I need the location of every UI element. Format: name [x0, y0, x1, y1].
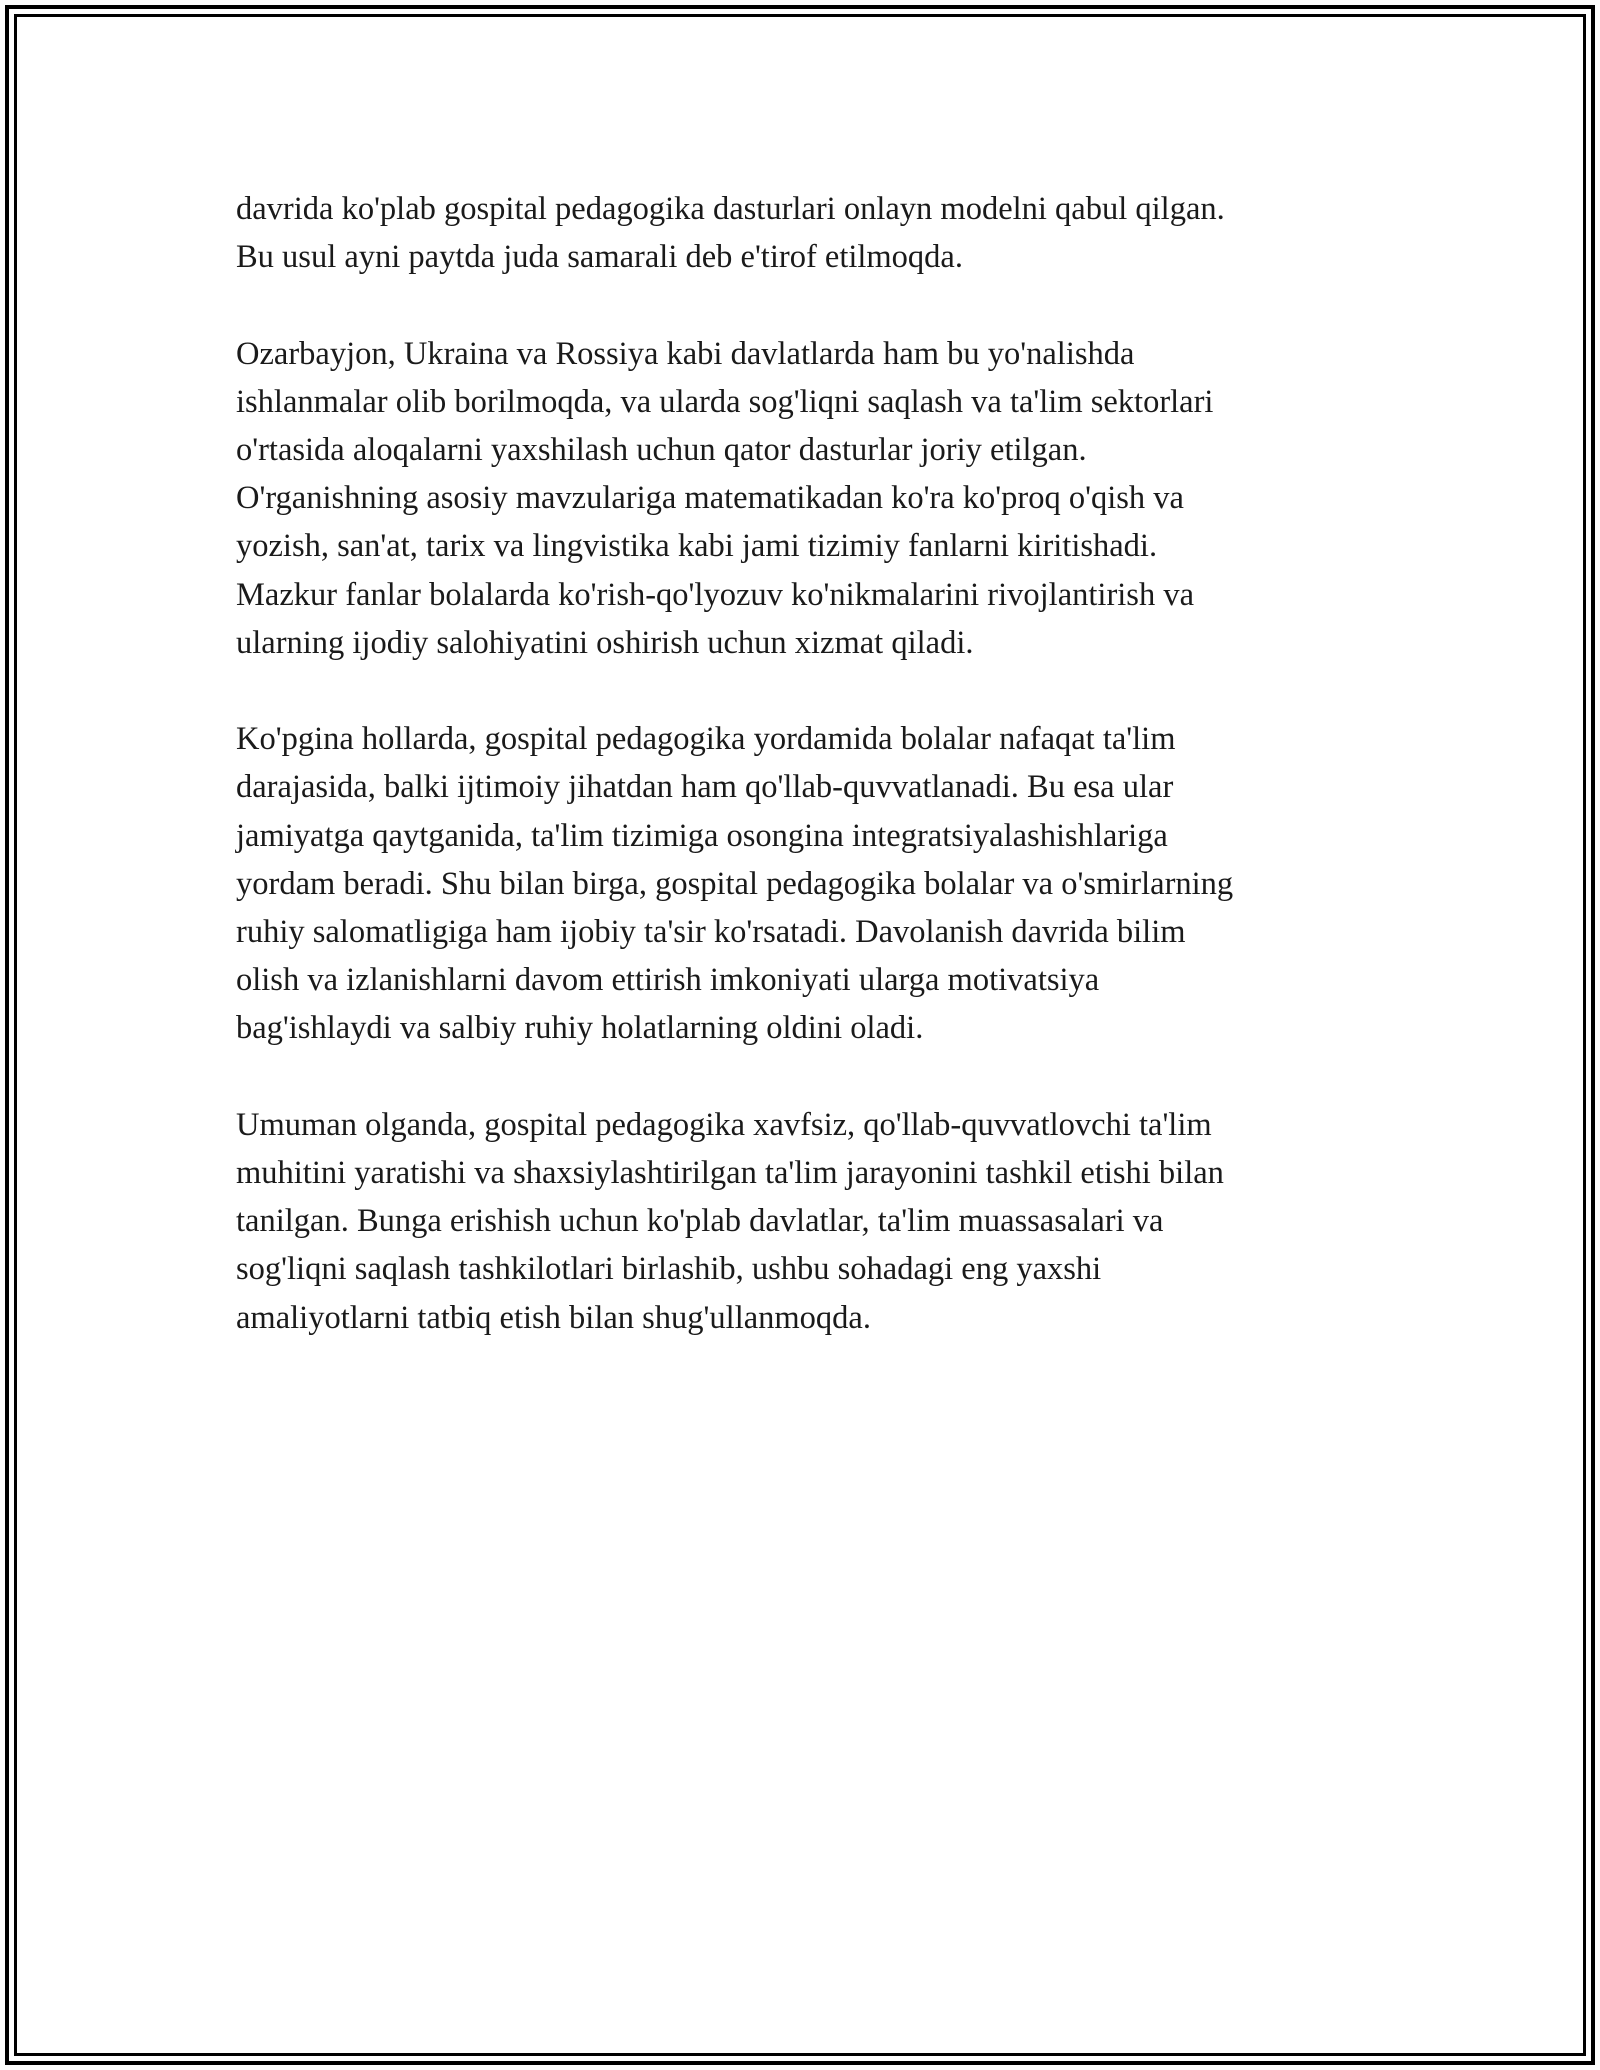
paragraph — [236, 715, 1396, 1052]
text-line: davrida ko'plab gospital pedagogika dasturlari onlayn modelni qabul qilgan. — [236, 191, 1225, 227]
text-line: o'rtasida aloqalarni yaxshilash uchun qator dasturlar joriy etilgan. — [236, 432, 1087, 468]
text-line: Bu usul ayni paytda juda samarali deb e'tirof etilmoqda. — [236, 239, 963, 276]
paragraph — [236, 1101, 1396, 1342]
text-line: Umuman olganda, gospital pedagogika xavfsiz, qo'llab-quvvatlovchi ta'lim — [236, 1106, 1212, 1143]
text-line: bag'ishlaydi va salbiy ruhiy holatlarning oldini oladi. — [236, 1010, 924, 1047]
text-line: olish va izlanishlarni davom ettirish imkoniyati ularga motivatsiya — [236, 962, 1100, 999]
text-line: darajasida, balki ijtimoiy jihatdan ham qo'llab-quvvatlanadi. Bu esa ular — [236, 769, 1174, 806]
text-line: O'rganishning asosiy mavzulariga matematikadan ko'ra ko'proq o'qish va — [236, 480, 1184, 517]
text-line: tanilgan. Bunga erishish uchun ko'plab davlatlar, ta'lim muassasalari va — [236, 1203, 1164, 1240]
text-line: sog'liqni saqlash tashkilotlari birlashib, ushbu sohadagi eng yaxshi — [236, 1251, 1102, 1288]
text-line: ishlanmalar olib borilmoqda, va ularda sog'liqni saqlash va ta'lim sektorlari — [236, 383, 1214, 420]
text-line: amaliyotlarni tatbiq etish bilan shug'ullanmoqda. — [236, 1299, 871, 1336]
text-line: ularning ijodiy salohiyatini oshirish uchun xizmat qiladi. — [236, 624, 974, 661]
text-line: ruhiy salomatligiga ham ijobiy ta'sir ko'rsatadi. Davolanish davrida bilim — [236, 914, 1186, 951]
text-line: jamiyatga qaytganida, ta'lim tizimiga osongina integratsiyalashishlariga — [236, 817, 1168, 854]
text-line: Ozarbayjon, Ukraina va Rossiya kabi davlatlarda ham bu yo'nalishda — [236, 335, 1135, 372]
text-line: muhitini yaratishi va shaxsiylashtirilgan ta'lim jarayonini tashkil etishi bilan — [236, 1155, 1224, 1192]
text-line: yordam beradi. Shu bilan birga, gospital pedagogika bolalar va o'smirlarning — [236, 865, 1234, 902]
document-body — [236, 185, 1396, 1390]
text-line: Mazkur fanlar bolalarda ko'rish-qo'lyozuv ko'nikmalarini rivojlantirish va — [236, 576, 1194, 613]
text-line: Ko'pgina hollarda, gospital pedagogika yordamida bolalar nafaqat ta'lim — [236, 721, 1176, 758]
text-line: yozish, san'at, tarix va lingvistika kabi jami tizimiy fanlarni kiritishadi. — [236, 528, 1158, 565]
paragraph — [236, 185, 1396, 281]
paragraph — [236, 330, 1396, 667]
